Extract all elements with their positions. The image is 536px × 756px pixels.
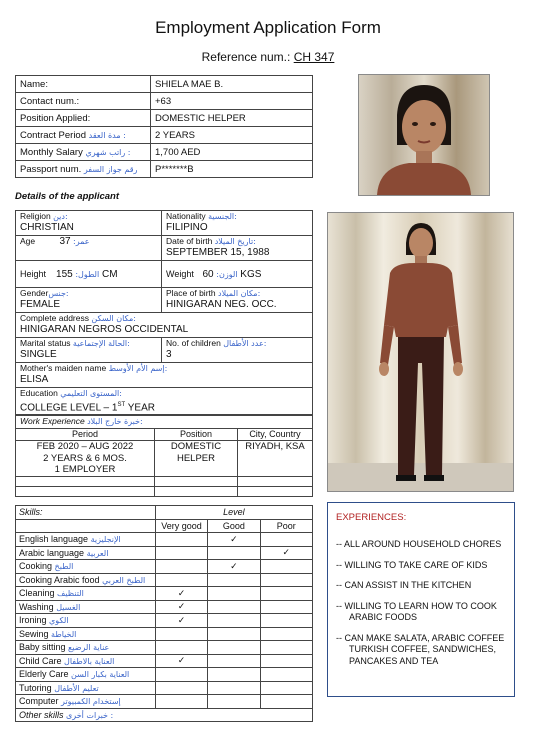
check-mark-icon: ✓ bbox=[177, 614, 186, 625]
level-very-good: Very good bbox=[155, 519, 207, 533]
table-row bbox=[16, 363, 313, 388]
table-row bbox=[16, 338, 313, 363]
salary-value: 1,700 AED bbox=[151, 144, 313, 161]
skill-name-arabic: العربية bbox=[86, 548, 109, 558]
dob-value: SEPTEMBER 15, 1988 bbox=[166, 247, 270, 258]
age-value: 37 bbox=[59, 236, 71, 247]
other-skills-label-arabic: خبرات أخرى : bbox=[66, 710, 114, 720]
reference-number: CH 347 bbox=[293, 50, 335, 64]
marital-label: Marital status bbox=[20, 338, 71, 348]
name-value: SHIELA MAE B. bbox=[151, 76, 313, 93]
check-mark-icon: ✓ bbox=[230, 560, 238, 571]
skill-name: Arabic language bbox=[19, 547, 85, 558]
experiences-list bbox=[336, 539, 511, 676]
skill-name-arabic: عناية الرضيع bbox=[68, 643, 110, 653]
work-experience-label: Work Experience bbox=[20, 416, 85, 426]
table-row bbox=[16, 486, 313, 496]
age-label: Age bbox=[20, 236, 36, 246]
position-header: Position bbox=[155, 429, 238, 441]
education-value: COLLEGE LEVEL – 1ST YEAR bbox=[20, 402, 155, 414]
nationality-label-arabic: الجنسية: bbox=[208, 212, 237, 221]
skill-name: Cooking Arabic food bbox=[19, 574, 100, 585]
list-item: -- WILLING TO LEARN HOW TO COOK ARABIC FOODS bbox=[336, 600, 497, 622]
list-item: -- CAN MAKE SALATA, ARABIC COFFEE TURKISH COFFEE, SANDWICHES, PANCAKES AND TEA bbox=[336, 632, 505, 666]
table-row bbox=[16, 211, 313, 236]
skill-name: Ironing bbox=[19, 615, 47, 626]
table-row bbox=[16, 506, 313, 520]
table-row bbox=[16, 93, 313, 110]
table-row bbox=[16, 546, 313, 560]
check-mark-icon: ✓ bbox=[177, 655, 186, 666]
passport-value: P*******B bbox=[151, 161, 313, 178]
level-good: Good bbox=[208, 519, 260, 533]
nationality-value: FILIPINO bbox=[166, 222, 208, 233]
table-row bbox=[16, 261, 313, 288]
religion-label-arabic: دين: bbox=[53, 212, 68, 221]
skill-name-arabic: العناية بكبار السن bbox=[71, 670, 130, 680]
table-row bbox=[16, 441, 313, 477]
mother-value: ELISA bbox=[20, 374, 49, 385]
city-header: City, Country bbox=[238, 429, 313, 441]
skill-name-arabic: إستخدام الكمبيوتر bbox=[61, 697, 121, 707]
list-item: -- WILLING TO TAKE CARE OF KIDS bbox=[336, 559, 488, 570]
table-row bbox=[16, 236, 313, 261]
gender-label-arabic: جنس: bbox=[48, 289, 69, 298]
dob-label: Date of birth bbox=[166, 236, 213, 246]
skill-name: Cleaning bbox=[19, 588, 55, 599]
name-label: Name: bbox=[20, 78, 48, 90]
experiences-box bbox=[327, 502, 515, 697]
children-value: 3 bbox=[166, 349, 172, 360]
pob-value: HINIGARAN NEG. OCC. bbox=[166, 299, 277, 310]
skill-name-arabic: الخياطة bbox=[51, 629, 77, 639]
skill-name-arabic: الإنجليزية bbox=[90, 535, 121, 545]
skill-name: Elderly Care bbox=[19, 669, 69, 680]
height-label-arabic: الطول: bbox=[75, 269, 100, 279]
basic-info-table bbox=[15, 75, 313, 178]
work-experience-label-arabic: خبرة خارج البلاد: bbox=[87, 417, 143, 426]
work-period: FEB 2020 – AUG 2022 2 YEARS & 6 MOS. 1 EMPLOYER bbox=[16, 441, 155, 477]
experiences-title: EXPERIENCES: bbox=[336, 512, 407, 523]
skill-name: English language bbox=[19, 534, 89, 545]
table-row bbox=[16, 429, 313, 441]
skill-name: Washing bbox=[19, 601, 54, 612]
position-label: Position Applied: bbox=[20, 112, 91, 124]
table-row bbox=[16, 144, 313, 161]
work-position: DOMESTIC HELPER bbox=[155, 441, 238, 477]
skill-name-arabic: الطبخ bbox=[54, 562, 74, 572]
personal-details-table bbox=[15, 210, 313, 415]
contact-value: +63 bbox=[151, 93, 313, 110]
skill-name-arabic: الغسيل bbox=[56, 602, 81, 612]
table-row bbox=[16, 288, 313, 313]
table-row bbox=[16, 127, 313, 144]
table-row bbox=[16, 614, 313, 628]
table-row bbox=[16, 533, 313, 547]
skill-rows bbox=[16, 533, 313, 709]
check-mark-icon: ✓ bbox=[177, 587, 186, 598]
table-row bbox=[16, 681, 313, 695]
passport-label-arabic: رقم جواز السفر bbox=[83, 164, 138, 174]
table-row bbox=[16, 388, 313, 415]
table-row bbox=[16, 476, 313, 486]
table-row bbox=[16, 600, 313, 614]
table-row bbox=[16, 416, 313, 429]
full-body-illustration bbox=[328, 213, 513, 491]
nationality-label: Nationality bbox=[166, 211, 206, 221]
pob-label-arabic: مكان الميلاد: bbox=[218, 289, 261, 298]
skills-table bbox=[15, 505, 313, 722]
religion-value: CHRISTIAN bbox=[20, 222, 74, 233]
address-label: Complete address bbox=[20, 313, 89, 323]
passport-label: Passport num. bbox=[20, 163, 82, 175]
height-label: Height bbox=[20, 268, 47, 279]
skill-name: Sewing bbox=[19, 628, 49, 639]
height-value: 155 CM bbox=[56, 268, 118, 280]
table-row bbox=[16, 587, 313, 601]
position-value: DOMESTIC HELPER bbox=[151, 110, 313, 127]
applicant-full-body-photo bbox=[327, 212, 514, 492]
work-city: RIYADH, KSA bbox=[238, 441, 313, 477]
table-row bbox=[16, 654, 313, 668]
form-title: Employment Application Form bbox=[155, 18, 381, 37]
table-row bbox=[16, 76, 313, 93]
skill-name-arabic: التنظيف bbox=[57, 589, 84, 599]
weight-value: 60 KGS bbox=[202, 268, 262, 280]
period-header: Period bbox=[16, 429, 155, 441]
check-mark-icon: ✓ bbox=[230, 533, 238, 544]
children-label: No. of children bbox=[166, 338, 221, 348]
table-row bbox=[16, 110, 313, 127]
children-label-arabic: عدد الأطفال: bbox=[223, 339, 267, 348]
marital-label-arabic: الحالة الإجتماعية: bbox=[72, 339, 130, 348]
work-experience-table bbox=[15, 415, 313, 497]
education-label: Education bbox=[20, 388, 58, 398]
table-row bbox=[16, 560, 313, 574]
table-row bbox=[16, 695, 313, 709]
mother-label: Mother's maiden name bbox=[20, 363, 107, 373]
table-row bbox=[16, 161, 313, 178]
reference-label: Reference num.: bbox=[201, 50, 291, 64]
salary-label: Monthly Salary bbox=[20, 146, 83, 158]
skill-name: Cooking bbox=[19, 561, 53, 572]
contract-label: Contract Period bbox=[20, 129, 87, 141]
skill-name-arabic: الكوي bbox=[49, 616, 69, 626]
mother-label-arabic: إسم الأم الأوسط: bbox=[108, 364, 168, 373]
address-value: HINIGARAN NEGROS OCCIDENTAL bbox=[20, 324, 189, 335]
dob-label-arabic: تاريخ الميلاد: bbox=[214, 237, 256, 246]
contact-label: Contact num.: bbox=[20, 95, 80, 107]
skill-name: Baby sitting bbox=[19, 642, 66, 653]
check-mark-icon: ✓ bbox=[282, 547, 291, 558]
table-row bbox=[16, 313, 313, 338]
table-row bbox=[16, 641, 313, 655]
table-row bbox=[16, 708, 313, 722]
address-label-arabic: مكان السكن: bbox=[91, 314, 136, 323]
contract-value: 2 YEARS bbox=[151, 127, 313, 144]
skill-name-arabic: الطبخ العربي bbox=[102, 575, 146, 585]
pob-label: Place of birth bbox=[166, 288, 216, 298]
contract-label-arabic: مدة العقد : bbox=[88, 130, 126, 140]
check-mark-icon: ✓ bbox=[177, 601, 186, 612]
table-row bbox=[16, 627, 313, 641]
weight-label: Weight bbox=[166, 268, 194, 279]
table-row bbox=[16, 573, 313, 587]
level-poor: Poor bbox=[260, 519, 312, 533]
marital-value: SINGLE bbox=[20, 349, 57, 360]
skill-name-arabic: العناية بالاطفال bbox=[64, 656, 115, 666]
details-heading: Details of the applicant bbox=[15, 191, 119, 202]
salary-label-arabic: راتب شهري : bbox=[85, 147, 131, 157]
headshot-illustration bbox=[359, 75, 489, 195]
gender-label: Gender bbox=[20, 288, 49, 298]
skill-name: Computer bbox=[19, 696, 59, 707]
table-row bbox=[16, 519, 313, 533]
skills-label: Skills: bbox=[16, 506, 156, 520]
list-item: -- ALL AROUND HOUSEHOLD CHORES bbox=[336, 539, 502, 549]
other-skills-label: Other skills bbox=[19, 709, 64, 720]
level-label: Level bbox=[155, 506, 312, 520]
skill-name-arabic: تعليم الأطفال bbox=[54, 683, 99, 693]
religion-label: Religion bbox=[20, 211, 51, 221]
education-label-arabic: المستوى التعليمي: bbox=[60, 389, 122, 398]
skill-name: Tutoring bbox=[19, 682, 52, 693]
gender-value: FEMALE bbox=[20, 299, 61, 310]
skill-name: Child Care bbox=[19, 655, 62, 666]
age-label-arabic: عمر: bbox=[73, 237, 90, 246]
weight-label-arabic: الوزن: bbox=[216, 269, 238, 279]
list-item: -- CAN ASSIST IN THE KITCHEN bbox=[336, 580, 472, 590]
table-row bbox=[16, 668, 313, 682]
reference-line bbox=[0, 50, 536, 64]
applicant-headshot-photo bbox=[358, 74, 490, 196]
